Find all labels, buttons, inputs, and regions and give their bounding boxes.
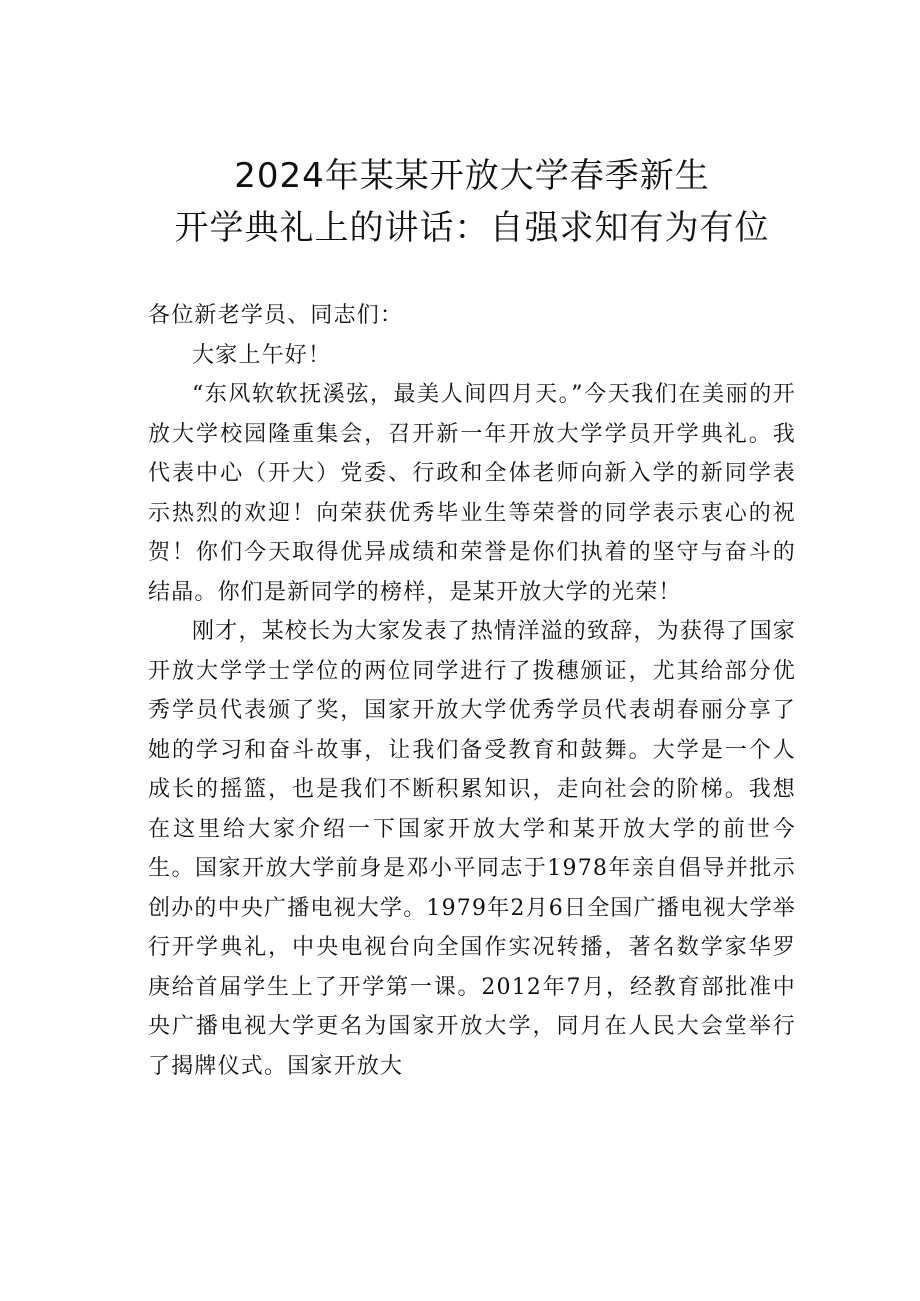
paragraph-welcome: “东风软软抚溪弦，最美人间四月天。”今天我们在美丽的开放大学校园隆重集会，召开新一年开放大学学员开学典礼。我代表中心（开大）党委、行政和全体老师向新入学的新同学表示热烈的欢迎！向荣获优秀毕业生等荣誉的同学表示衷心的祝贺！你们今天取得优异成绩和荣誉是你们执着的坚守与奋斗的结晶。你们是新同学的榜样，是某开放大学的光荣！ — [148, 382, 796, 605]
title-line-2: 开学典礼上的讲话：自强求知有为有位 — [174, 208, 770, 248]
salutation: 各位新老学员、同志们： — [148, 303, 404, 328]
paragraph-greeting: 大家上午好！ — [192, 342, 332, 368]
title-line-1: 2024年某某开放大学春季新生 — [234, 156, 710, 196]
paragraph-history: 刚才，某校长为大家发表了热情洋溢的致辞，为获得了国家开放大学学士学位的两位同学进行了拨穗颁证，尤其给部分优秀学员代表颁了奖，国家开放大学优秀学员代表胡春丽分享了她的学习和奋斗故事，让我们备受教育和鼓舞。大学是一个人成长的摇篮，也是我们不断积累知识，走向社会的阶梯。我想在这里给大家介绍一下国家开放大学和某开放大学的前世今生。国家开放大学前身是邓小平同志于1978年亲自倡导并批示创办的中央广播电视大学。1979年2月6日全国广播电视大学举行开学典礼，中央电视台向全国作实况转播，著名数学家华罗庚给首届学生上了开学第一课。2012年7月，经教育部批准中央广播电视大学更名为国家开放大学，同月在人民大会堂举行了揭牌仪式。国家开放大 — [148, 619, 796, 1079]
document-title — [148, 150, 796, 254]
document-body — [148, 296, 796, 1086]
